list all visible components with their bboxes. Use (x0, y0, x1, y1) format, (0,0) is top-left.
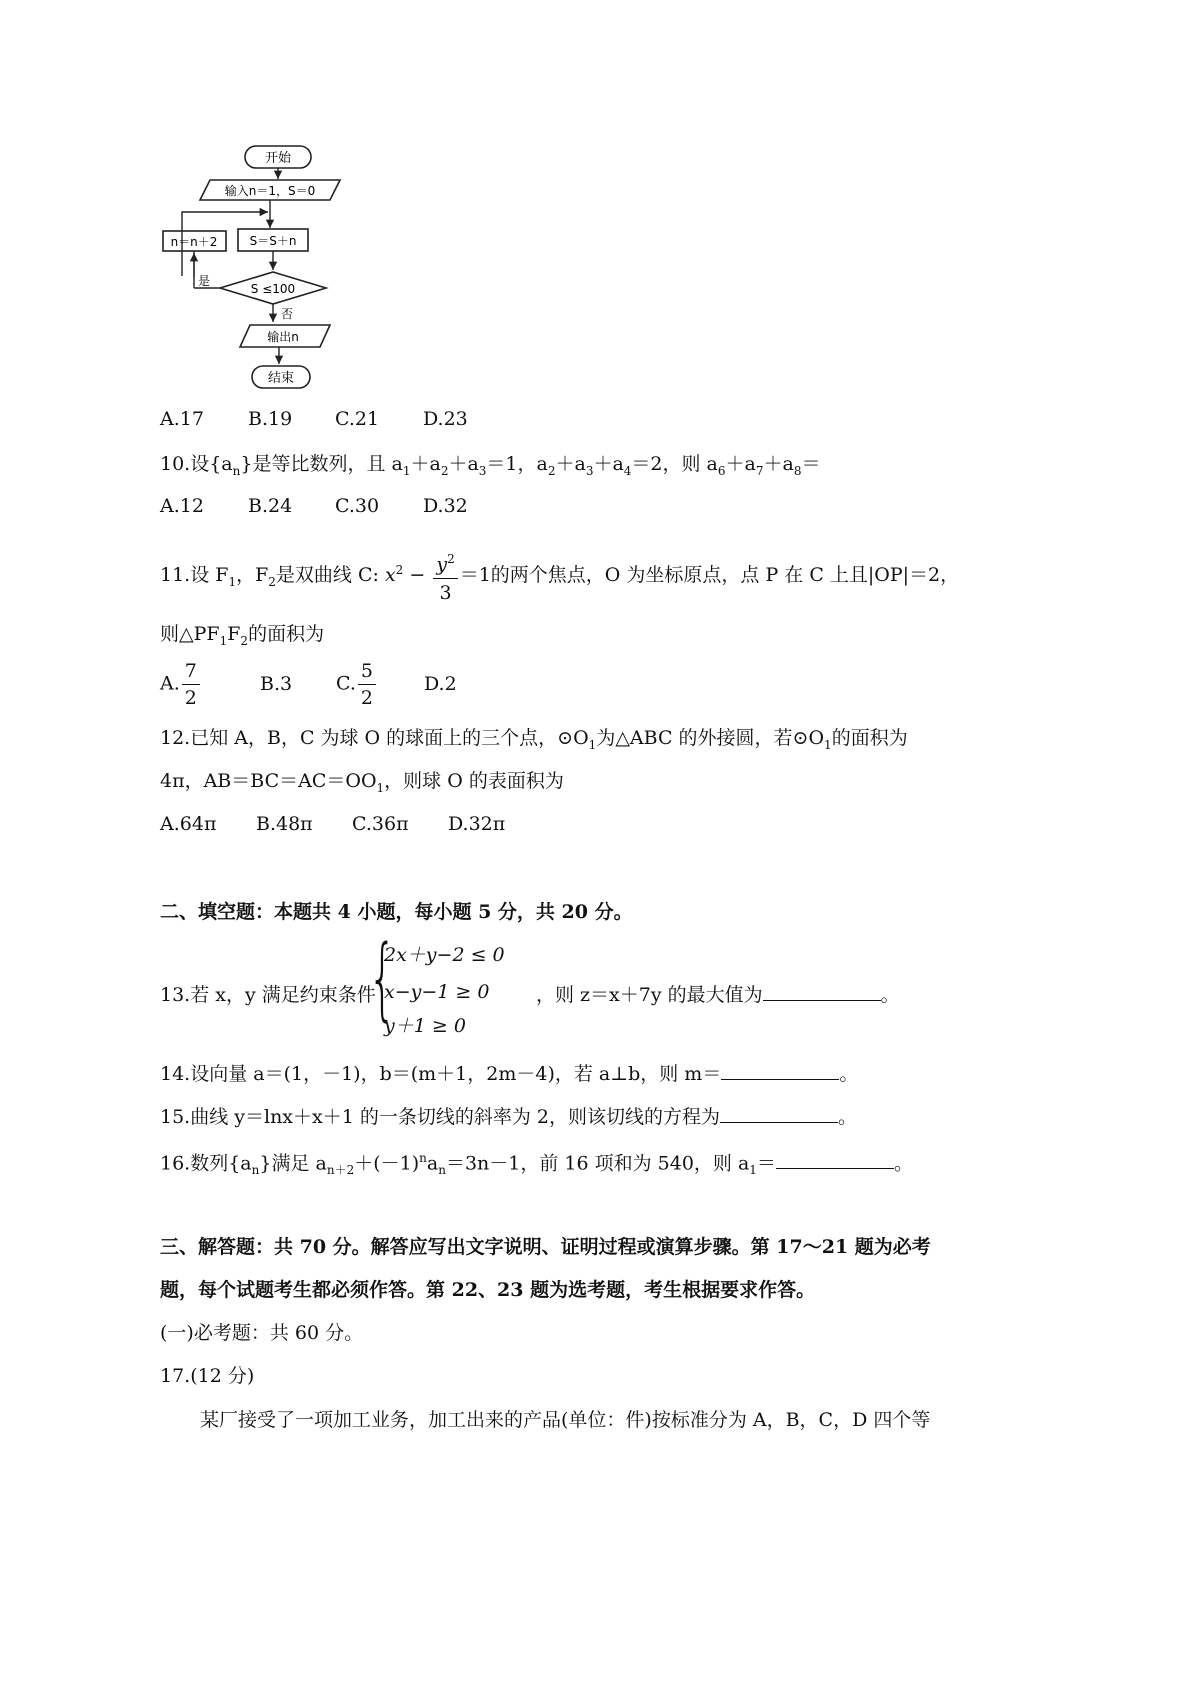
q12-line1: 12.已知 A，B，C 为球 O 的球面上的三个点，$⊙O_1$为△ABC 的外接圆，若$⊙O_1$的面积为 (160, 727, 908, 752)
q15: 15.曲线 y＝lnx＋x＋1 的一条切线的斜率为 2，则该切线的方程为 。 (160, 1106, 858, 1128)
q10-option-d: D.32 (423, 495, 468, 517)
q10-option-a: A.12 (160, 495, 204, 517)
q12-line2: 4π，$AB=BC=AC=OO_1$，则球 O 的表面积为 (160, 770, 564, 795)
section3-heading-line2: 题，每个试题考生都必须作答。第 22、23 题为选考题，考生根据要求作答。 (160, 1279, 816, 1301)
q11-option-a: A. $\frac{7}{2}$ (160, 658, 260, 711)
q9-option-a: A.17 (160, 408, 204, 430)
q11-option-d: D.2 (424, 672, 457, 695)
flowchart-condition-label: S ≤100 (250, 282, 296, 296)
q14: 14.设向量 a＝(1，－1)，b＝(m＋1，2m－4)，若 a⊥b，则 m＝ 。 (160, 1063, 859, 1085)
q16: 16.数列$\{a_n\}$满足 $a_{n+2}+(-1)^na_n=3n-1$，前 16 项和为 540，则 $a_1=$ 。 (160, 1151, 913, 1178)
q10-stem: 10.设$\{a_n\}$是等比数列，且 $a_1+a_2+a_3=1$，$a_2+a_3+a_4=2$，则 $a_6+a_7+a_8=$ (160, 453, 821, 478)
q10-options (160, 497, 468, 516)
q13-constraint-3: y＋1 ≥ 0 (384, 1015, 466, 1037)
q11-fraction: $\frac{y^2}{3}$ (433, 545, 457, 607)
q9-option-b: B.19 (248, 408, 293, 430)
flowchart-loop-step-label: n＝n＋2 (170, 235, 218, 249)
flowchart-output-label: 输出n (267, 330, 299, 344)
q12-option-a: A.64π (160, 813, 217, 835)
q12-option-b: B.48π (256, 813, 313, 835)
flowchart-no-label: 否 (280, 307, 294, 321)
section2-heading: 二、填空题：本题共 4 小题，每小题 5 分，共 20 分。 (160, 901, 633, 923)
flowchart-end-label: 结束 (267, 371, 295, 386)
q11-option-c: C. $\frac{5}{2}$ (336, 658, 424, 711)
flowchart-input-label: 输入n＝1，S＝0 (224, 184, 316, 198)
q9-option-d: D.23 (423, 408, 468, 430)
q13-constraint-2: x−y−1 ≥ 0 (384, 981, 490, 1003)
flowchart-yes-label: 是 (197, 274, 211, 288)
q9-options (160, 410, 468, 429)
section3-heading-line1: 三、解答题：共 70 分。解答应写出文字说明、证明过程或演算步骤。第 17～21 题为必考 (160, 1236, 931, 1258)
q12-options (160, 815, 505, 834)
flowchart (160, 138, 360, 398)
q17-header: 17.(12 分) (160, 1365, 255, 1387)
section3-subheading: (一)必考题：共 60 分。 (160, 1322, 364, 1344)
q11-line2: 则$\triangle PF_1F_2$的面积为 (160, 623, 325, 648)
q13-brace: { (368, 926, 397, 1031)
q12-option-d: D.32π (448, 813, 506, 835)
flowchart-sum-step-label: S＝S＋n (249, 234, 297, 248)
q11-options (160, 658, 457, 711)
q16-answer-blank[interactable] (776, 1167, 894, 1169)
q9-option-c: C.21 (335, 408, 380, 430)
q11-stem: 11.设 $F_1$，$F_2$是双曲线 C: $x^2$ − $\frac{y^2}{3}$ ＝1的两个焦点，O 为坐标原点，点 P 在 C 上且|OP|＝2， (160, 545, 959, 607)
q17-text: 某厂接受了一项加工业务，加工出来的产品(单位：件)按标准分为 A，B，C，D 四个等 (200, 1409, 931, 1431)
q10-option-b: B.24 (248, 495, 293, 517)
q13-answer-blank[interactable] (763, 999, 881, 1001)
q14-answer-blank[interactable] (721, 1078, 839, 1080)
q13-constraint-1: 2x＋y−2 ≤ 0 (384, 944, 505, 966)
q10-option-c: C.30 (335, 495, 380, 517)
q13-suffix: ，则 z＝x＋7y 的最大值为 。 (536, 984, 900, 1006)
q13-prefix: 13.若 x，y 满足约束条件 (160, 984, 376, 1006)
flowchart-start-label: 开始 (264, 151, 292, 166)
q11-option-b: B.3 (260, 672, 293, 695)
q15-answer-blank[interactable] (720, 1121, 838, 1123)
q12-option-c: C.36π (352, 813, 409, 835)
